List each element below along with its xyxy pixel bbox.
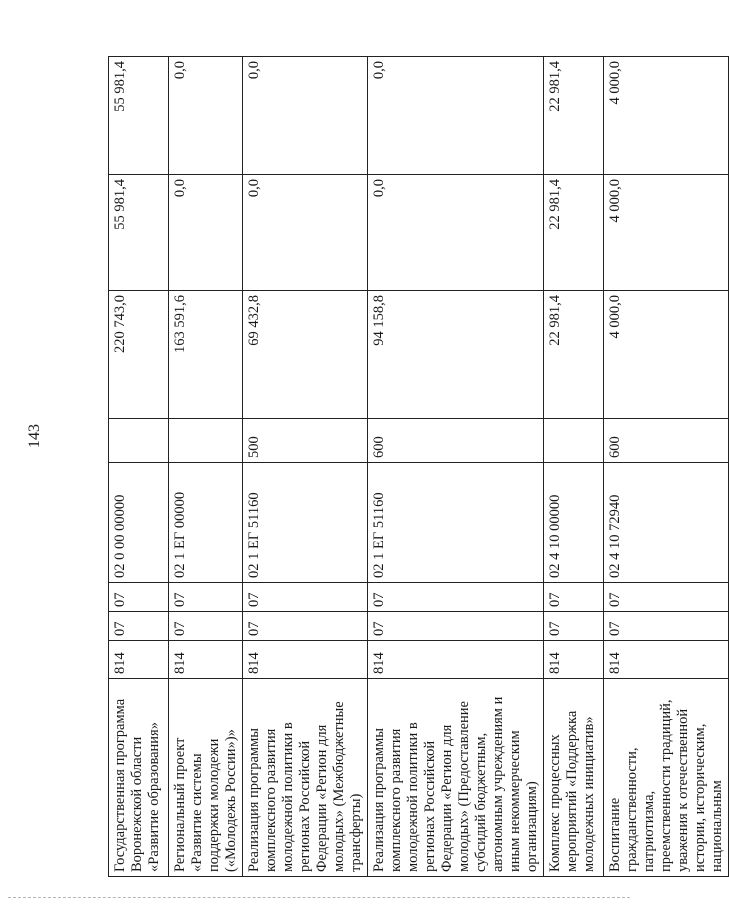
amount-cell-1: 4 000,0: [604, 291, 729, 419]
amount-cell-2: 4 000,0: [604, 175, 729, 291]
amount-cell-2: 22 981,4: [544, 175, 604, 291]
target-article-cell: 02 0 00 00000: [109, 463, 169, 583]
section-code-cell: 07: [368, 612, 544, 641]
amount-cell-3: 0,0: [169, 57, 243, 175]
target-article-cell: 02 1 ЕГ 00000: [169, 463, 243, 583]
amount-cell-1: 220 743,0: [109, 291, 169, 419]
target-article-cell: 02 1 ЕГ 51160: [243, 463, 368, 583]
amount-cell-3: 0,0: [243, 57, 368, 175]
row-name-cell: Воспитание гражданственности, патриотизма, преемственности традиций, уважения к отечественной истории, историческим, национальным: [604, 679, 729, 877]
amount-cell-1: 163 591,6: [169, 291, 243, 419]
amount-cell-3: 4 000,0: [604, 57, 729, 175]
expense-type-cell: 500: [243, 419, 368, 463]
admin-code-cell: 814: [604, 641, 729, 679]
row-name-cell: Комплекс процессных мероприятий «Поддержка молодежных инициатив»: [544, 679, 604, 877]
amount-cell-2: 0,0: [169, 175, 243, 291]
subsection-code-cell: 07: [169, 583, 243, 612]
row-name-cell: Государственная программа Воронежской области «Развитие образования»: [109, 679, 169, 877]
subsection-code-cell: 07: [604, 583, 729, 612]
table-row: [604, 57, 729, 877]
subsection-code-cell: 07: [243, 583, 368, 612]
row-name-cell: Региональный проект «Развитие системы поддержки молодежи («Молодежь России»)»: [169, 679, 243, 877]
subsection-code-cell: 07: [544, 583, 604, 612]
amount-cell-2: 0,0: [243, 175, 368, 291]
amount-cell-3: 0,0: [368, 57, 544, 175]
amount-cell-1: 69 432,8: [243, 291, 368, 419]
table-row: [109, 57, 169, 877]
table-row: [169, 57, 243, 877]
admin-code-cell: 814: [544, 641, 604, 679]
section-code-cell: 07: [243, 612, 368, 641]
row-name-cell: Реализация программы комплексного развития молодежной политики в регионах Российской Федерации «Регион для молодых» (Предоставление субсидий бюджетным, автономным учреждениям и иным некоммерческим организациям): [368, 679, 544, 877]
amount-cell-3: 22 981,4: [544, 57, 604, 175]
section-code-cell: 07: [169, 612, 243, 641]
page-bottom-rule: [8, 897, 630, 898]
expense-type-cell: [109, 419, 169, 463]
amount-cell-2: 55 981,4: [109, 175, 169, 291]
amount-cell-1: 94 158,8: [368, 291, 544, 419]
table-row: [243, 57, 368, 877]
subsection-code-cell: 07: [368, 583, 544, 612]
amount-cell-1: 22 981,4: [544, 291, 604, 419]
expense-type-cell: [169, 419, 243, 463]
target-article-cell: 02 1 ЕГ 51160: [368, 463, 544, 583]
section-code-cell: 07: [604, 612, 729, 641]
admin-code-cell: 814: [169, 641, 243, 679]
admin-code-cell: 814: [109, 641, 169, 679]
expense-type-cell: [544, 419, 604, 463]
subsection-code-cell: 07: [109, 583, 169, 612]
amount-cell-3: 55 981,4: [109, 57, 169, 175]
row-name-cell: Реализация программы комплексного развития молодежной политики в регионах Российской Федерации «Регион для молодых» (Межбюджетные трансферты): [243, 679, 368, 877]
page-number: 143: [26, 424, 43, 448]
section-code-cell: 07: [109, 612, 169, 641]
target-article-cell: 02 4 10 72940: [604, 463, 729, 583]
table-row: [368, 57, 544, 877]
admin-code-cell: 814: [243, 641, 368, 679]
expense-type-cell: 600: [604, 419, 729, 463]
expense-type-cell: 600: [368, 419, 544, 463]
amount-cell-2: 0,0: [368, 175, 544, 291]
budget-table: [108, 56, 729, 877]
budget-table-container: [108, 56, 729, 877]
target-article-cell: 02 4 10 00000: [544, 463, 604, 583]
admin-code-cell: 814: [368, 641, 544, 679]
section-code-cell: 07: [544, 612, 604, 641]
table-row: [544, 57, 604, 877]
